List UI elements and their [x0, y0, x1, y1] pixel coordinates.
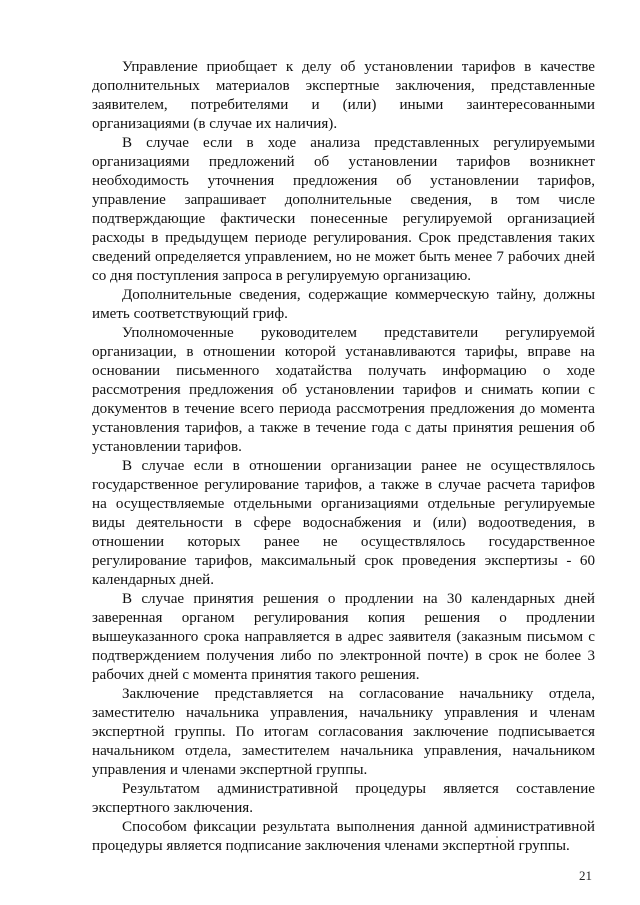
- paragraph-4: Уполномоченные руководителем представители регулируемой организации, в отношении которой устанавливаются тарифы, вправе на основании письменного ходатайства получать информацию о ходе рассмотрения предложения об установлении тарифов и снимать копии с документов в течение всего периода рассмотрения предложения до момента установления тарифов, а также в течение года с даты принятия решения об установлении тарифов.: [92, 325, 595, 455]
- paragraph-3: Дополнительные сведения, содержащие коммерческую тайну, должны иметь соответствующий гриф.: [92, 287, 595, 322]
- body-text: [92, 58, 595, 856]
- paragraph-1: Управление приобщает к делу об установлении тарифов в качестве дополнительных материалов экспертные заключения, представленные заявителем, потребителями и (или) иными заинтересованными организациями (в случае их наличия).: [92, 59, 595, 132]
- paragraph-7: Заключение представляется на согласование начальнику отдела, заместителю начальника управления, начальнику управления и членам экспертной группы. По итогам согласования заключение подписывается начальником отдела, заместителем начальника управления, начальником управления и членами экспертной группы.: [92, 686, 595, 778]
- scan-speck: [496, 836, 498, 838]
- paragraph-5: В случае если в отношении организации ранее не осуществлялось государственное регулирование тарифов, а также в случае расчета тарифов на осуществляемые отдельными организациями отдельные регулируемые виды деятельности в сфере водоснабжения и (или) водоотведения, в отношении которых ранее не осуществлялось государственное регулирование тарифов, максимальный срок проведения экспертизы - 60 календарных дней.: [92, 458, 595, 588]
- page-number: 21: [579, 868, 592, 883]
- paragraph-9: Способом фиксации результата выполнения данной административной процедуры является подписание заключения членами экспертной группы.: [92, 819, 595, 854]
- paragraph-8: Результатом административной процедуры является составление экспертного заключения.: [92, 781, 595, 816]
- paragraph-2: В случае если в ходе анализа представленных регулируемыми организациями предложений об установлении тарифов возникнет необходимость уточнения предложения об установлении тарифов, управление запрашивает дополнительные сведения, в том числе подтверждающие фактически понесенные регулируемой организацией расходы в предыдущем периоде регулирования. Срок представления таких сведений определяется управлением, но не может быть менее 7 рабочих дней со дня поступления запроса в регулируемую организацию.: [92, 135, 595, 284]
- paragraph-6: В случае принятия решения о продлении на 30 календарных дней заверенная органом регулирования копия решения о продлении вышеуказанного срока направляется в адрес заявителя (заказным письмом с подтверждением получения либо по электронной почте) в срок не более 3 рабочих дней с момента принятия такого решения.: [92, 591, 595, 683]
